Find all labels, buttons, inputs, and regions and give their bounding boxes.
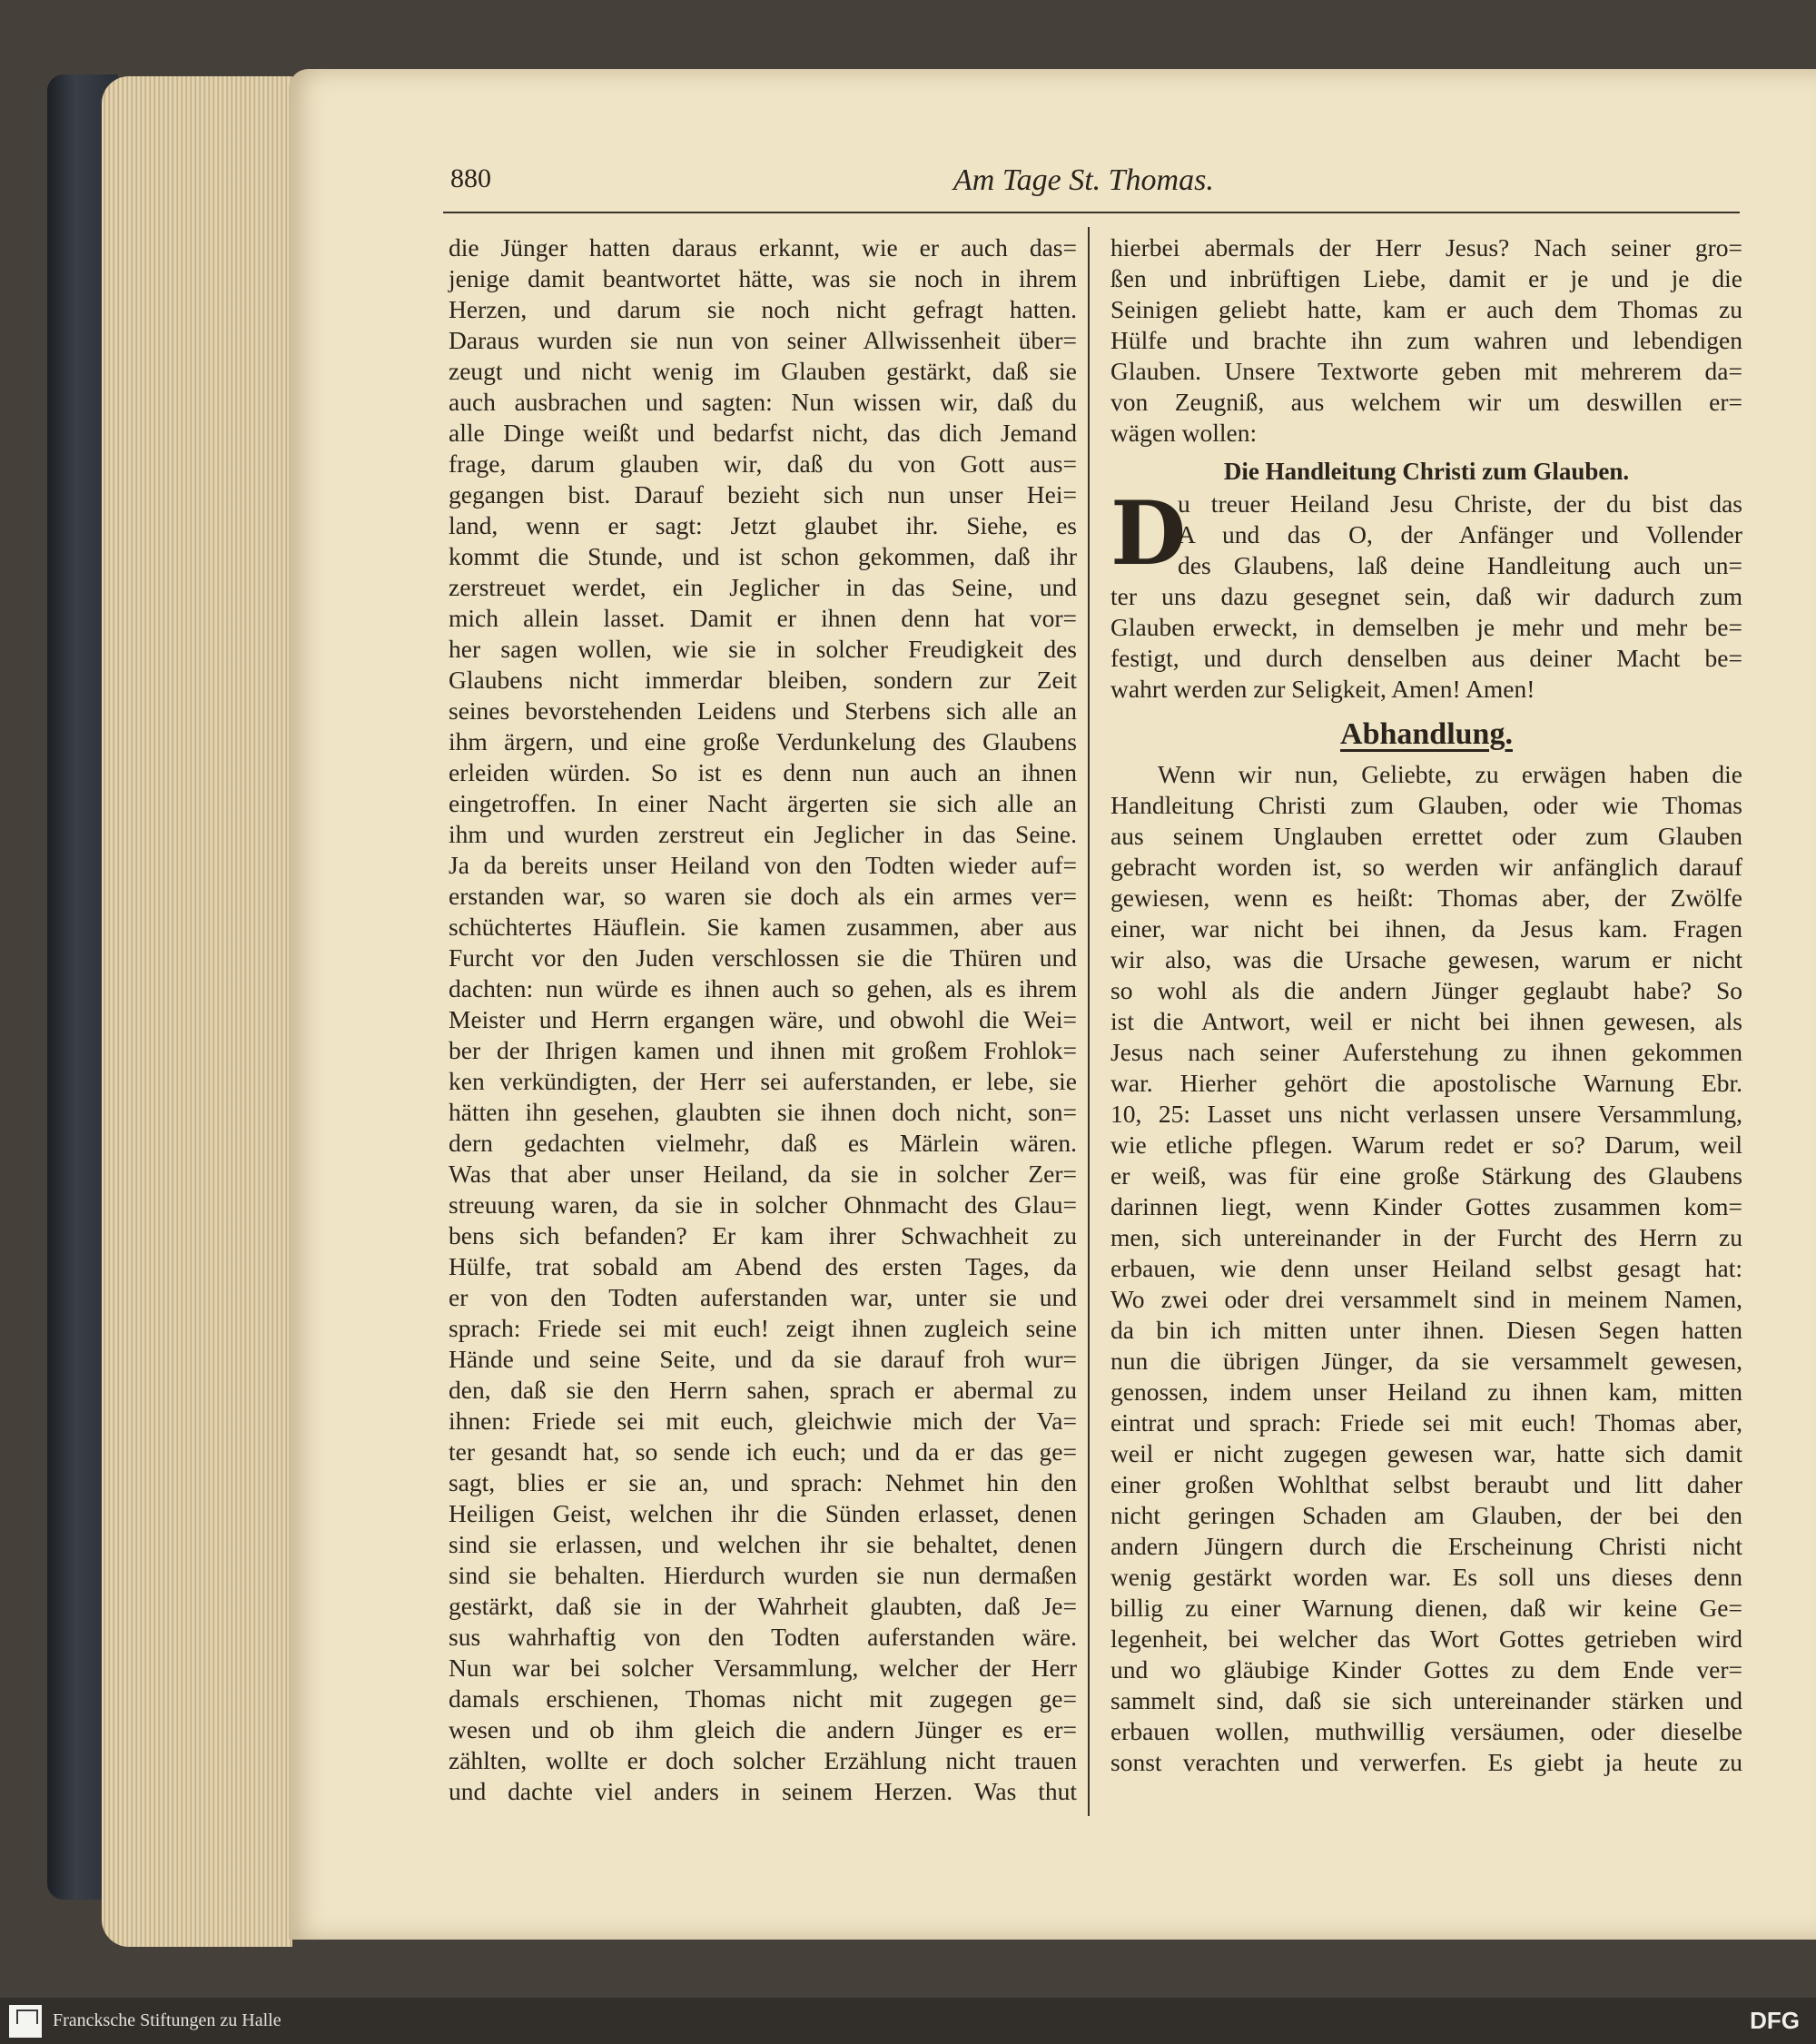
text-line: alle Dinge weißt und bedarfst nicht, das dich Jemand — [449, 419, 1077, 447]
prayer-dropcap-lines — [1110, 482, 1742, 585]
text-line: kommt die Stunde, und ist schon gekommen, daß ihr — [449, 542, 1077, 570]
text-line: sind sie erlassen, und welchen ihr sie behaltet, denen — [449, 1530, 1077, 1558]
text-line: da bin ich mitten unter ihnen. Diesen Segen hatten — [1110, 1316, 1742, 1344]
text-line: Jesus nach seiner Auferstehung zu ihnen gekommen — [1110, 1038, 1742, 1066]
right-column — [1110, 232, 1742, 1778]
text-line: ter uns dazu gesegnet sein, daß wir dadurch zum — [1110, 582, 1742, 610]
text-line: dern gedachten vielmehr, daß es Märlein wären. — [449, 1129, 1077, 1157]
text-line: gewiesen, wenn es heißt: Thomas aber, der Zwölfe — [1110, 884, 1742, 912]
text-line: einer, war nicht bei ihnen, da Jesus kam. Fragen — [1110, 914, 1742, 943]
text-line: eingetroffen. In einer Nacht ärgerten sie sich alle an — [449, 789, 1077, 817]
section-title: Abhandlung. — [1340, 717, 1513, 751]
text-line: aus seinem Unglauben errettet oder zum Glauben — [1110, 822, 1742, 850]
text-line: gebracht worden ist, so werden wir anfänglich darauf — [1110, 853, 1742, 881]
left-column — [449, 232, 1077, 1807]
text-line: Hülfe und brachte ihn zum wahren und lebendigen — [1110, 326, 1742, 354]
text-line: er weiß, was für eine große Stärkung des Glaubens — [1110, 1161, 1742, 1190]
text-line: men, sich untereinander in der Furcht des Herrn zu — [1110, 1223, 1742, 1251]
text-line: wie etliche pflegen. Warum redet er so? Darum, weil — [1110, 1131, 1742, 1159]
text-line: Was that aber unser Heiland, da sie in solcher Zer= — [449, 1160, 1077, 1188]
page-number: 880 — [450, 163, 491, 193]
text-line: land, wenn er sagt: Jetzt glaubet ihr. Siehe, es — [449, 511, 1077, 539]
institution-name: Francksche Stiftungen zu Halle — [53, 2010, 281, 2030]
text-line: ber der Ihrigen kamen und ihnen mit großem Frohlok= — [449, 1036, 1077, 1064]
text-line: Nun war bei solcher Versammlung, welcher der Herr — [449, 1654, 1077, 1682]
text-line: einer großen Wohlthat selbst beraubt und litt daher — [1110, 1470, 1742, 1498]
text-line: Heiligen Geist, welchen ihr die Sünden erlasset, denen — [449, 1499, 1077, 1527]
text-line: Wenn wir nun, Geliebte, zu erwägen haben die — [1158, 760, 1742, 788]
text-line: Hände und seine Seite, und da sie darauf froh wur= — [449, 1345, 1077, 1373]
text-line: andern Jüngern durch die Erscheinung Christi nicht — [1110, 1532, 1742, 1560]
text-line: billig zu einer Warnung dienen, daß wir keine Ge= — [1110, 1594, 1742, 1622]
text-line: Herzen, und darum sie noch nicht gefragt hatten. — [449, 295, 1077, 323]
text-line: ist die Antwort, weil er nicht bei ihnen gewesen, als — [1110, 1007, 1742, 1035]
text-line: sammelt sind, daß sie sich untereinander stärken und — [1110, 1686, 1742, 1714]
text-line: den, daß sie den Herrn sahen, sprach er abermal zu — [449, 1376, 1077, 1404]
text-line: erbauen, wie denn unser Heiland selbst gesagt hat: — [1110, 1254, 1742, 1282]
text-line: sprach: Friede sei mit euch! zeigt ihnen zugleich seine — [449, 1314, 1077, 1342]
text-line: Wo zwei oder drei versammelt sind in meinem Namen, — [1110, 1285, 1742, 1313]
text-line: genossen, indem unser Heiland zu ihnen kam, mitten — [1110, 1377, 1742, 1406]
text-line: war. Hierher gehört die apostolische Warnung Ebr. — [1110, 1069, 1742, 1097]
text-line: Seinigen geliebt hatte, kam er auch dem Thomas zu — [1110, 295, 1742, 323]
text-line: und dachte viel anders in seinem Herzen. Was thut — [449, 1777, 1077, 1805]
text-line: streuung waren, da sie in solcher Ohnmacht des Glau= — [449, 1190, 1077, 1219]
text-line: Daraus wurden sie nun von seiner Allwissenheit über= — [449, 326, 1077, 354]
text-line: legenheit, bei welcher das Wort Gottes getrieben wird — [1110, 1624, 1742, 1653]
text-line: von Zeugniß, aus welchem wir um deswillen er= — [1110, 388, 1742, 416]
text-line: nicht geringen Schaden am Glauben, der bei den — [1110, 1501, 1742, 1529]
text-line: Glaubens nicht immerdar bleiben, sondern zur Zeit — [449, 666, 1077, 694]
text-line: ihm und wurden zerstreut ein Jeglicher in das Seine. — [449, 820, 1077, 848]
text-line: wesen und ob ihm gleich die andern Jünger es er= — [449, 1715, 1077, 1743]
text-line: frage, darum glauben wir, daß du von Gott aus= — [449, 449, 1077, 478]
opening-prayer — [1110, 482, 1742, 705]
prayer-lines — [1110, 581, 1742, 705]
dfg-badge: DFG — [1750, 2007, 1800, 2034]
text-line: sind sie behalten. Hierdurch wurden sie nun dermaßen — [449, 1561, 1077, 1589]
text-line: wägen wollen: — [1110, 419, 1258, 447]
drop-cap-initial: D — [1110, 482, 1187, 585]
header-rule — [443, 212, 1740, 213]
text-line: Glauben. Unsere Textworte geben mit mehrerem da= — [1110, 357, 1742, 385]
text-line: zerstreuet werdet, ein Jeglicher in das Seine, und — [449, 573, 1077, 601]
text-line: seines bevorstehenden Leidens und Sterbens sich alle an — [449, 696, 1077, 725]
theme-heading: Die Handleitung Christi zum Glauben. — [1223, 458, 1630, 485]
text-line: die Jünger hatten daraus erkannt, wie er auch das= — [449, 233, 1077, 262]
text-line: er von den Todten auferstanden war, unter sie und — [449, 1283, 1077, 1311]
text-line: auch ausbrachen und sagten: Nun wissen wir, daß du — [449, 388, 1077, 416]
text-line: wahrt werden zur Seligkeit, Amen! Amen! — [1110, 675, 1535, 703]
text-line: zeugt und nicht wenig im Glauben gestärkt, daß sie — [449, 357, 1077, 385]
institution-logo-icon — [9, 2005, 42, 2038]
text-line: Furcht vor den Juden verschlossen sie die Thüren und — [449, 943, 1077, 972]
text-line: erbauen wollen, muthwillig versäumen, oder dieselbe — [1110, 1717, 1742, 1745]
text-line: A und das O, der Anfänger und Vollender — [1178, 520, 1742, 548]
text-line: Ja da bereits unser Heiland von den Todten wieder auf= — [449, 851, 1077, 879]
text-line: Handleitung Christi zum Glauben, oder wie Thomas — [1110, 791, 1742, 819]
text-line: erstanden war, so waren sie doch als ein armes ver= — [449, 882, 1077, 910]
text-line: ken verkündigten, der Herr sei auferstanden, er lebe, sie — [449, 1067, 1077, 1095]
text-line: 10, 25: Lasset uns nicht verlassen unsere Versammlung, — [1110, 1100, 1742, 1128]
text-line: weil er nicht zugegen gewesen war, hatte sich damit — [1110, 1439, 1742, 1467]
text-line: festigt, und durch denselben aus deiner Macht be= — [1110, 644, 1742, 672]
treatise-body — [1110, 759, 1742, 1778]
text-line: hierbei abermals der Herr Jesus? Nach seiner gro= — [1110, 233, 1742, 262]
text-line: erleiden würden. So ist es denn nun auch an ihnen — [449, 758, 1077, 786]
text-line: jenige damit beantwortet hätte, was sie noch in ihrem — [449, 264, 1077, 292]
text-line: bens sich befanden? Er kam ihrer Schwachheit zu — [449, 1221, 1077, 1249]
text-line: ihm ärgern, und eine große Verdunkelung des Glaubens — [449, 727, 1077, 755]
text-line: nun die übrigen Jünger, da sie versammelt gewesen, — [1110, 1347, 1742, 1375]
text-line: darinnen liegt, wenn Kinder Gottes zusammen kom= — [1110, 1192, 1742, 1220]
text-line: gestärkt, daß sie in der Wahrheit glaubten, daß Je= — [449, 1592, 1077, 1620]
text-line: ßen und inbrüftigen Liebe, damit er je und je die — [1110, 264, 1742, 292]
text-line: Meister und Herrn ergangen wäre, und obwohl die Wei= — [449, 1005, 1077, 1033]
text-line: wir also, was die Ursache gewesen, warum er nicht — [1110, 945, 1742, 973]
text-line: und wo gläubige Kinder Gottes zu dem Ende ver= — [1110, 1655, 1742, 1684]
running-title: Am Tage St. Thomas. — [953, 163, 1214, 197]
text-line: schüchtertes Häuflein. Sie kamen zusammen, aber aus — [449, 913, 1077, 941]
text-line: dachten: nun würde es ihnen auch so gehen, als es ihrem — [449, 974, 1077, 1002]
text-line: ter gesandt hat, so sende ich euch; und da er das ge= — [449, 1437, 1077, 1466]
text-line: sagt, blies er sie an, und sprach: Nehmet hin den — [449, 1468, 1077, 1496]
text-line: so wohl als die andern Jünger geglaubt habe? So — [1110, 976, 1742, 1004]
text-line: des Glaubens, laß deine Handleitung auch un= — [1178, 551, 1742, 579]
text-line: zählten, wollte er doch solcher Erzählung nicht trauen — [449, 1746, 1077, 1774]
text-line: mich allein lasset. Damit er ihnen denn hat vor= — [449, 604, 1077, 632]
text-line: wenig gestärkt worden war. Es soll uns dieses denn — [1110, 1563, 1742, 1591]
column-divider — [1088, 227, 1090, 1816]
text-line: sus wahrhaftig von den Todten auferstanden wäre. — [449, 1623, 1077, 1651]
text-line: eintrat und sprach: Friede sei mit euch! Thomas aber, — [1110, 1408, 1742, 1437]
text-line: u treuer Heiland Jesu Christe, der du bist das — [1178, 489, 1742, 518]
text-line: her sagen wollen, wie sie in solcher Freudigkeit des — [449, 635, 1077, 663]
text-line: damals erschienen, Thomas nicht mit zugegen ge= — [449, 1684, 1077, 1713]
text-line: hätten ihn gesehen, glaubten sie ihnen doch nicht, son= — [449, 1098, 1077, 1126]
text-line: Glauben erweckt, in demselben je mehr und mehr be= — [1110, 613, 1742, 641]
text-line: ihnen: Friede sei mit euch, gleichwie mich der Va= — [449, 1407, 1077, 1435]
text-line: gegangen bist. Darauf bezieht sich nun unser Hei= — [449, 480, 1077, 509]
text-line: sonst verachten und verwerfen. Es giebt ja heute zu — [1110, 1748, 1742, 1776]
page-edges — [102, 76, 292, 1947]
intro-paragraph — [1110, 232, 1742, 449]
footer-bar — [0, 1998, 1816, 2044]
text-line: Hülfe, trat sobald am Abend des ersten Tages, da — [449, 1252, 1077, 1280]
